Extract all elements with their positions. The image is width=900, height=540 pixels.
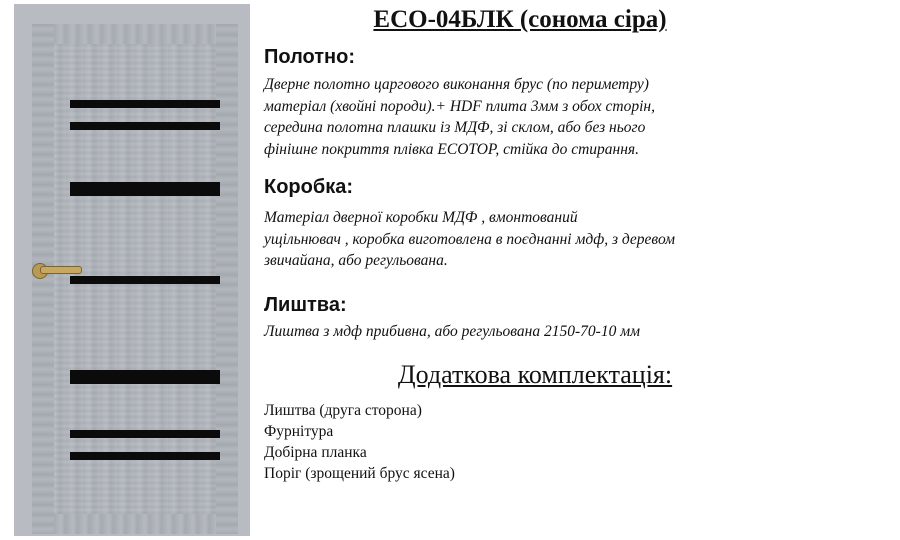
door-stile-left <box>32 24 54 534</box>
accessories-title: Додаткова комплектація: <box>397 360 673 389</box>
door-top-rail <box>54 24 216 44</box>
glass-strip <box>70 100 220 108</box>
section-heading-lyshtva: Лиштва: <box>264 294 347 316</box>
section-text-polotno: Дверне полотно царгового виконання брус (по периметру) матеріал (хвойні породи).+ HDF плита 3мм з обох сторін, середина полотна плашки із МДФ, зі склом, або без нього фінішне покриття плівка ECOTOP, стійка до стирання. <box>264 76 655 158</box>
door-leaf <box>32 24 238 534</box>
section-text-korobka: Матеріал дверної коробки МДФ , вмонтований ущільнювач , коробка виготовлена в поєднанні мдф, з деревом звичайана, або регульована. <box>264 209 676 269</box>
glass-strip <box>70 452 220 460</box>
list-item: Лиштва (друга сторона) <box>264 402 422 419</box>
list-item: Фурнітура <box>264 423 334 440</box>
door-bottom-rail <box>54 514 216 534</box>
glass-strip <box>70 430 220 438</box>
section-text-lyshtva: Лиштва з мдф прибивна, або регульована 2150-70-10 мм <box>264 323 640 340</box>
door-handle-icon <box>40 266 82 274</box>
product-title: ECO-04БЛК (сонома сіра) <box>373 6 667 33</box>
glass-strip <box>70 182 220 196</box>
glass-strip <box>70 122 220 130</box>
section-heading-polotno: Полотно: <box>264 46 356 68</box>
list-item: Добірна планка <box>264 444 367 461</box>
glass-strip <box>70 370 220 384</box>
accessories-list <box>264 400 455 484</box>
door-illustration <box>14 4 250 536</box>
glass-strip <box>70 276 220 284</box>
section-heading-korobka: Коробка: <box>264 176 354 198</box>
list-item: Поріг (зрощений брус ясена) <box>264 465 455 482</box>
